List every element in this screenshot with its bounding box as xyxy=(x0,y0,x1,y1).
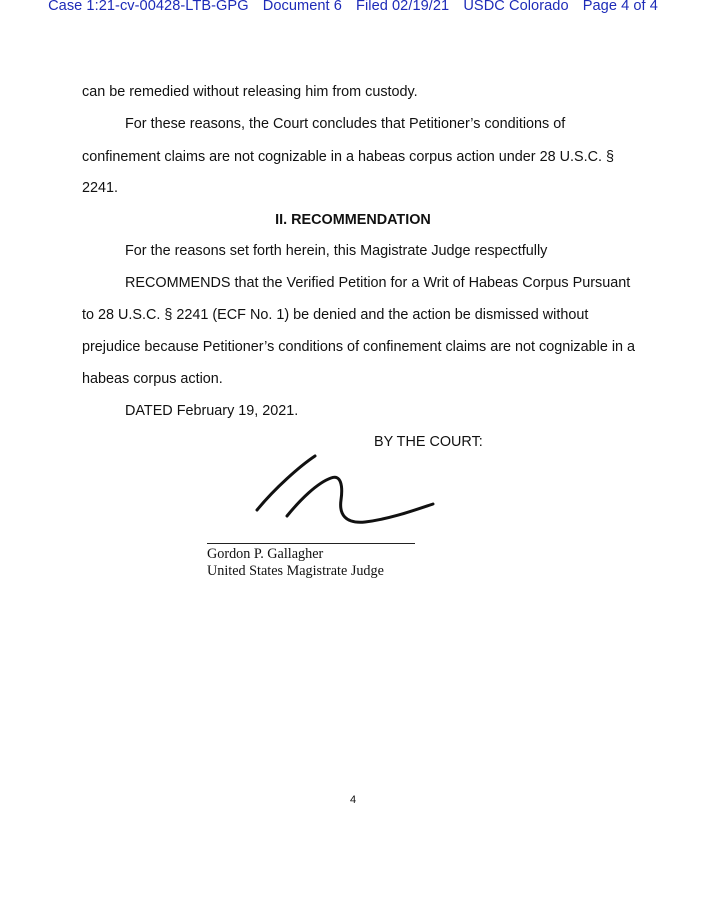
handwritten-signature xyxy=(245,448,445,528)
body-line: 2241. xyxy=(82,180,119,196)
page-indicator: Page 4 of 4 xyxy=(582,0,658,14)
section-heading: II. RECOMMENDATION xyxy=(275,212,431,228)
signature-line xyxy=(207,543,415,544)
case-number: Case 1:21-cv-00428-LTB-GPG xyxy=(48,0,249,14)
dated-line: DATED February 19, 2021. xyxy=(125,403,299,419)
body-line: confinement claims are not cognizable in a habeas corpus action under 28 U.S.C. § xyxy=(82,149,614,165)
filing-header xyxy=(0,0,706,14)
body-line: to 28 U.S.C. § 2241 (ECF No. 1) be denied and the action be dismissed without xyxy=(82,307,589,323)
court-name: USDC Colorado xyxy=(463,0,569,14)
body-line: habeas corpus action. xyxy=(82,371,223,387)
body-line: For the reasons set forth herein, this Magistrate Judge respectfully xyxy=(125,243,548,259)
body-line: can be remedied without releasing him from custody. xyxy=(82,84,418,100)
page-number: 4 xyxy=(349,794,357,806)
filed-date: Filed 02/19/21 xyxy=(356,0,450,14)
body-line: RECOMMENDS that the Verified Petition for a Writ of Habeas Corpus Pursuant xyxy=(125,275,631,291)
by-the-court: BY THE COURT: xyxy=(374,434,483,450)
body-line: For these reasons, the Court concludes that Petitioner’s conditions of xyxy=(125,116,566,132)
judge-name: Gordon P. Gallagher xyxy=(207,546,324,562)
document-number: Document 6 xyxy=(262,0,342,14)
judge-title: United States Magistrate Judge xyxy=(207,563,384,579)
body-line: prejudice because Petitioner’s conditions of confinement claims are not cognizable in a xyxy=(82,339,636,355)
